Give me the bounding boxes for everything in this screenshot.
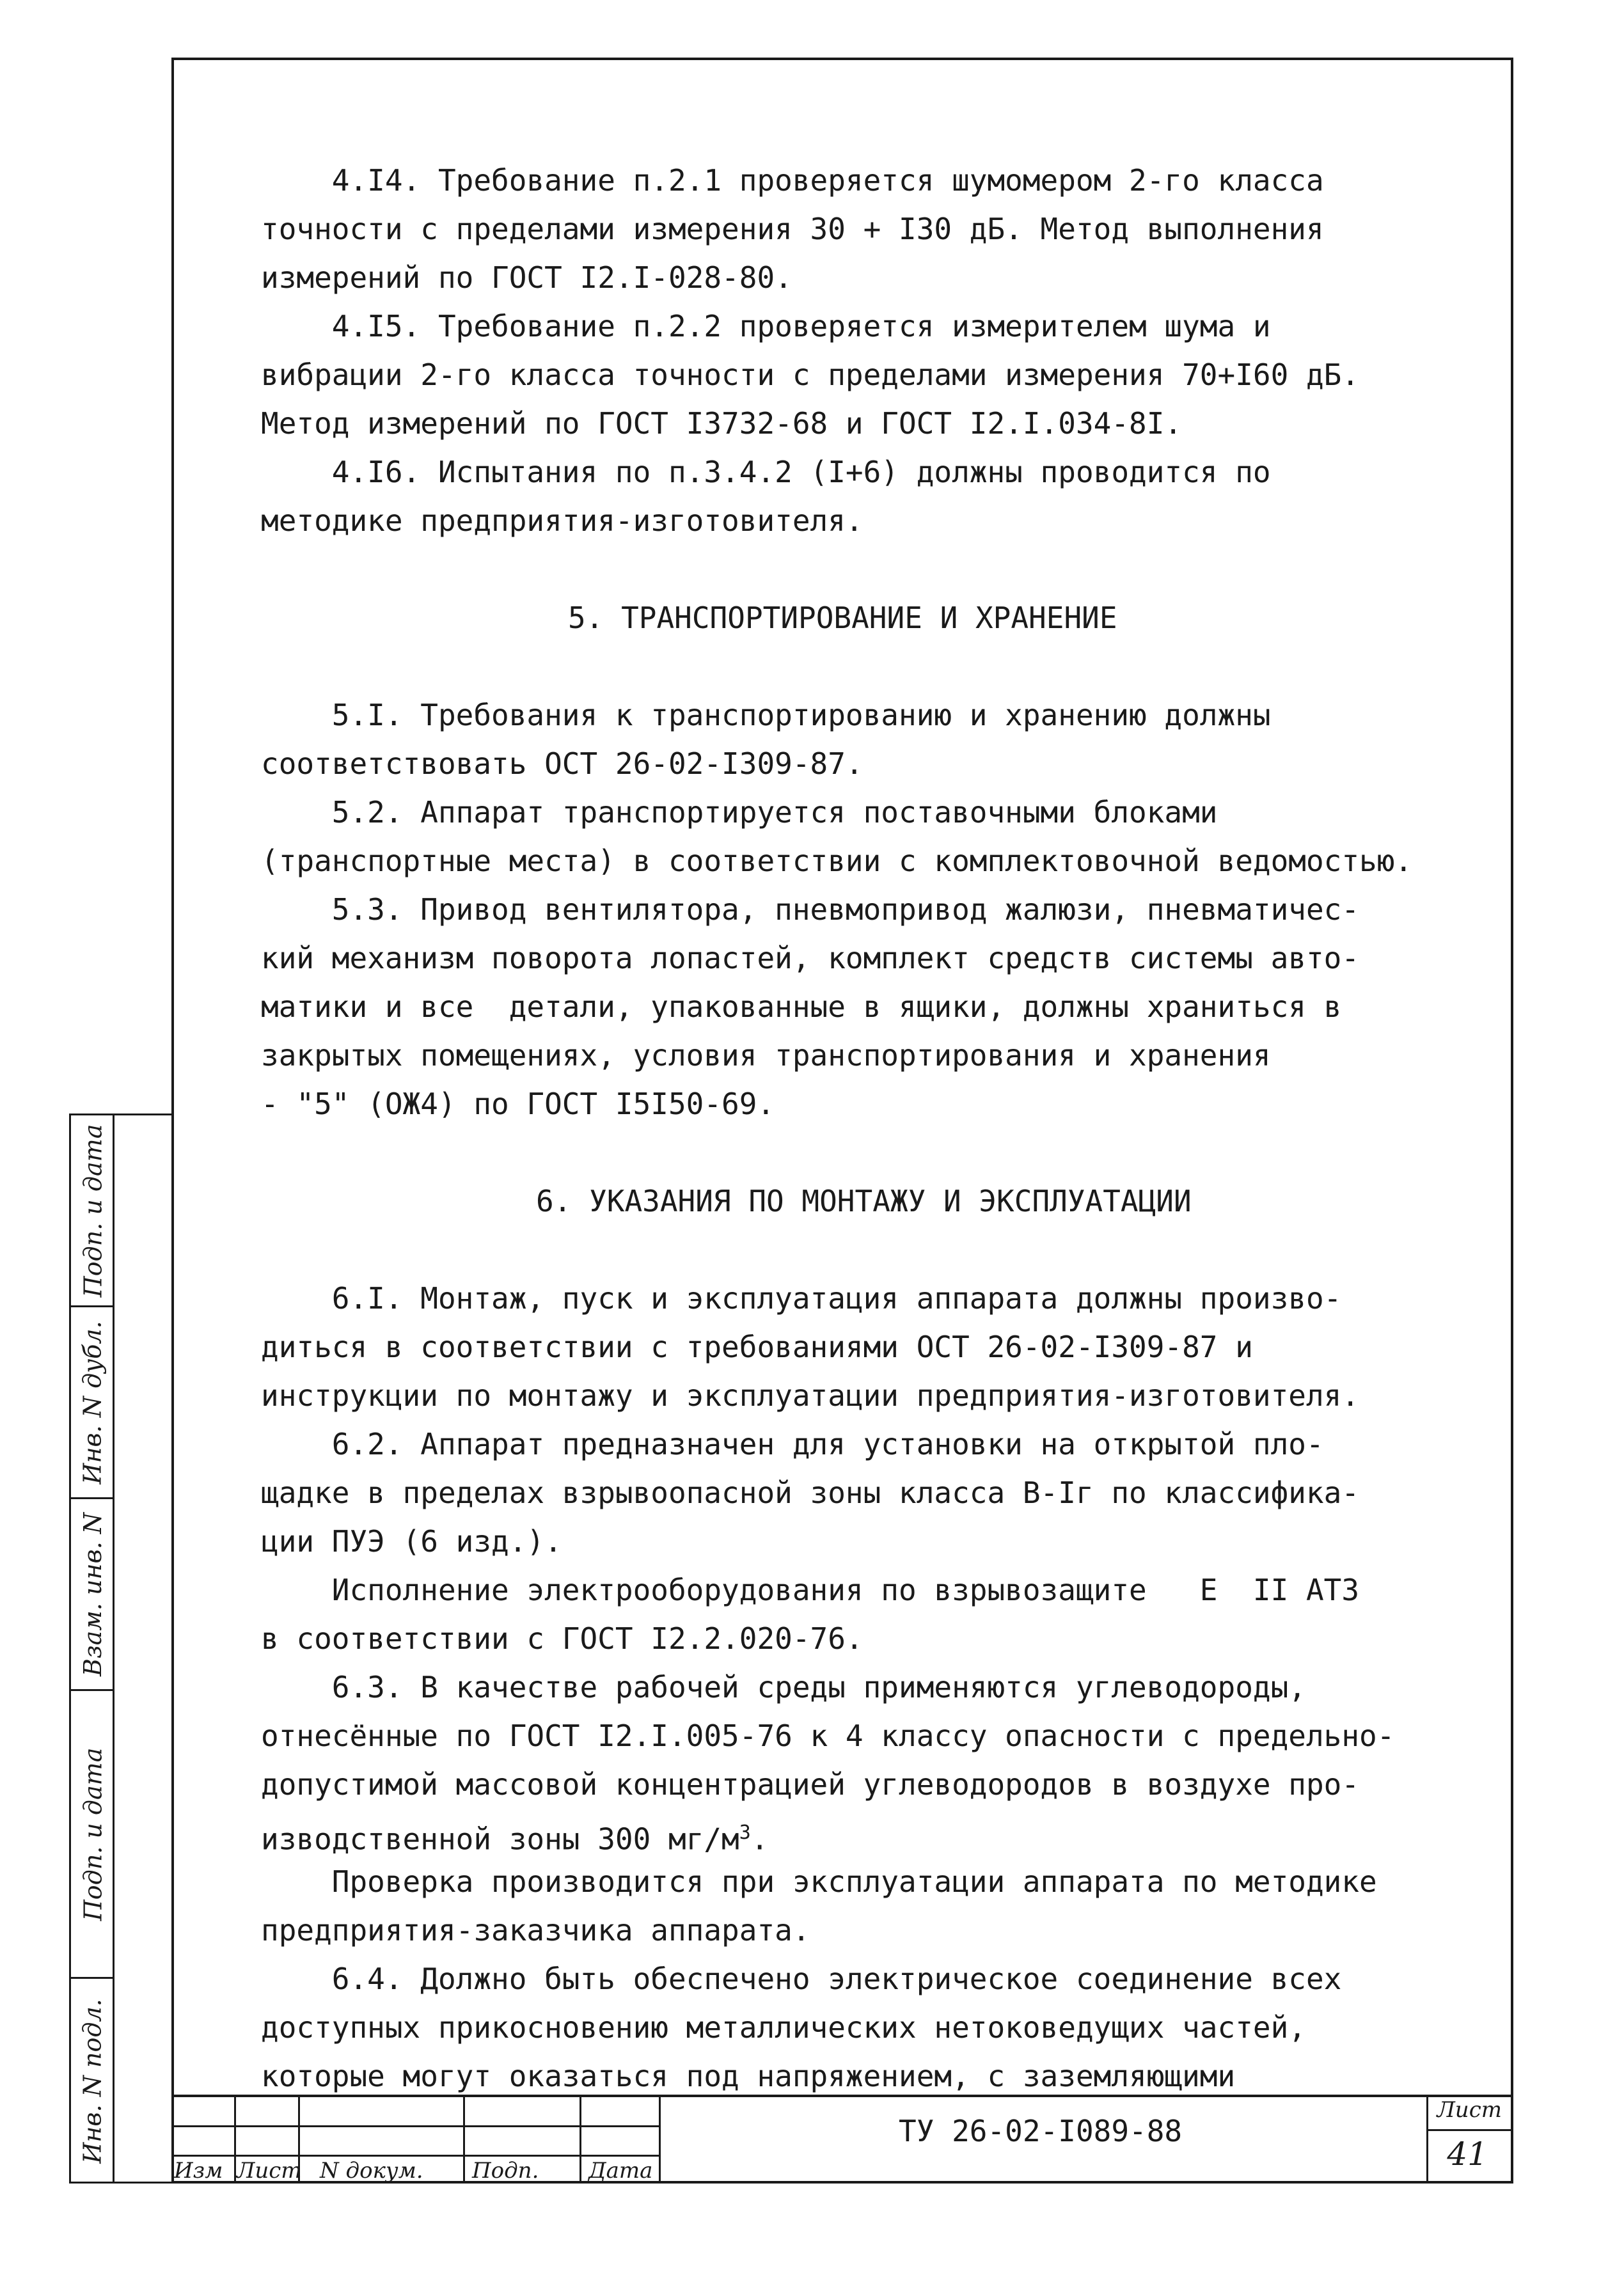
side-label-inv-dubl: Инв. N дубл. <box>79 1320 107 1484</box>
side-cell-vzam-inv <box>71 1499 114 1691</box>
text-line: матики и все детали, упакованные в ящики, должны храниться в <box>261 989 1342 1024</box>
text-line: измерений по ГОСТ I2.I-028-80. <box>261 260 792 295</box>
section-4-text <box>261 156 1515 545</box>
text-line: 5.2. Аппарат транспортируется поставочными блоками <box>261 795 1218 830</box>
text-line: 4.I5. Требование п.2.2 проверяется измерителем шума и <box>261 309 1271 343</box>
document-code: ТУ 26-02-I089-88 <box>899 2114 1183 2148</box>
col-izm-label: Изм <box>174 2158 223 2184</box>
side-cell-inv-dubl <box>71 1307 114 1499</box>
text-line: 5.3. Привод вентилятора, пневмопривод жалюзи, пневматичес- <box>261 892 1360 927</box>
text-line: инструкции по монтажу и эксплуатации предприятия-изготовителя. <box>261 1378 1360 1413</box>
side-label-podp-data-bottom: Подп. и дата <box>79 1747 107 1921</box>
text-line: изводственной зоны 300 $мг/м^3$. <box>261 1822 769 1857</box>
text-line: 5.I. Требования к транспортированию и хранению должны <box>261 698 1271 732</box>
col-data-label: Дата <box>588 2158 653 2184</box>
text-line: предприятия-заказчика аппарата. <box>261 1913 810 1948</box>
text-line: (транспортные места) в соответствии с комплектовочной ведомостью. <box>261 844 1413 878</box>
text-line: 4.I4. Требование п.2.1 проверяется шумомером 2-го класса <box>261 163 1324 198</box>
text-line: которые могут оказаться под напряжением, с заземляющими <box>261 2059 1236 2093</box>
section-6-text <box>261 1274 1515 2100</box>
text-line: 6.2. Аппарат предназначен для установки на открытой пло- <box>261 1427 1324 1461</box>
side-cell-inv-podl <box>71 1979 114 2184</box>
side-label-podp-data-top: Подп. и дата <box>79 1124 107 1297</box>
text-line: 6.4. Должно быть обеспечено электрическое соединение всех <box>261 1962 1342 1996</box>
text-line: 4.I6. Испытания по п.3.4.2 (I+6) должны проводится по <box>261 455 1271 489</box>
text-line: соответствовать ОСТ 26-02-I309-87. <box>261 746 863 781</box>
sheet-number: 41 <box>1447 2136 1488 2173</box>
section-5-heading: 5. ТРАНСПОРТИРОВАНИЕ И ХРАНЕНИЕ <box>568 601 1117 635</box>
title-block <box>171 2095 1513 2184</box>
text-line: вибрации 2-го класса точности с пределами измерения 70+I60 дБ. <box>261 358 1360 392</box>
text-line: 6.3. В качестве рабочей среды применяются углеводороды, <box>261 1670 1306 1704</box>
text-line: доступных прикосновению металлических нетоковедущих частей, <box>261 2010 1306 2045</box>
text-line: диться в соответствии с требованиями ОСТ 26-02-I309-87 и <box>261 1330 1253 1364</box>
text-line: закрытых помещениях, условия транспортирования и хранения <box>261 1038 1271 1073</box>
side-cell-podp-data-top <box>71 1115 114 1307</box>
text-line: ции ПУЭ (6 изд.). <box>261 1524 562 1559</box>
side-label-inv-podl: Инв. N подл. <box>79 1999 107 2164</box>
section-6-heading: 6. УКАЗАНИЯ ПО МОНТАЖУ И ЭКСПЛУАТАЦИИ <box>536 1184 1192 1218</box>
text-line: допустимой массовой концентрацией углеводородов в воздухе про- <box>261 1767 1360 1802</box>
text-line: в соответствии с ГОСТ I2.2.020-76. <box>261 1621 863 1656</box>
text-line: отнесённые по ГОСТ I2.I.005-76 к 4 классу опасности с предельно- <box>261 1719 1395 1753</box>
col-list-label: Лист <box>237 2158 302 2184</box>
text-line: Проверка производится при эксплуатации аппарата по методике <box>261 1864 1377 1899</box>
side-label-vzam-inv: Взам. инв. N <box>79 1512 107 1676</box>
text-line: - "5" (ОЖ4) по ГОСТ I5I50-69. <box>261 1087 775 1121</box>
text-line: Исполнение электрооборудования по взрывозащите Е II АТЗ <box>261 1573 1360 1607</box>
section-5-text <box>261 691 1515 1128</box>
side-stamp <box>69 1113 171 2184</box>
text-line: точности с пределами измерения 30 + I30 дБ. Метод выполнения <box>261 212 1324 246</box>
side-cell-podp-data-bottom <box>71 1691 114 1979</box>
text-line: Метод измерений по ГОСТ I3732-68 и ГОСТ I2.I.034-8I. <box>261 406 1183 441</box>
side-stamp-labels <box>71 1115 114 2182</box>
col-ndokum-label: N докум. <box>320 2158 423 2184</box>
text-line: кий механизм поворота лопастей, комплект средств системы авто- <box>261 941 1360 975</box>
side-stamp-values <box>114 1115 173 2182</box>
document-body <box>261 156 1515 2100</box>
text-line: щадке в пределах взрывоопасной зоны класса В-Iг по классифика- <box>261 1475 1360 1510</box>
text-line: 6.I. Монтаж, пуск и эксплуатация аппарата должны произво- <box>261 1281 1342 1316</box>
text-line: методике предприятия-изготовителя. <box>261 503 863 538</box>
sheet-label: Лист <box>1437 2097 1502 2123</box>
col-podp-label: Подп. <box>472 2158 539 2184</box>
